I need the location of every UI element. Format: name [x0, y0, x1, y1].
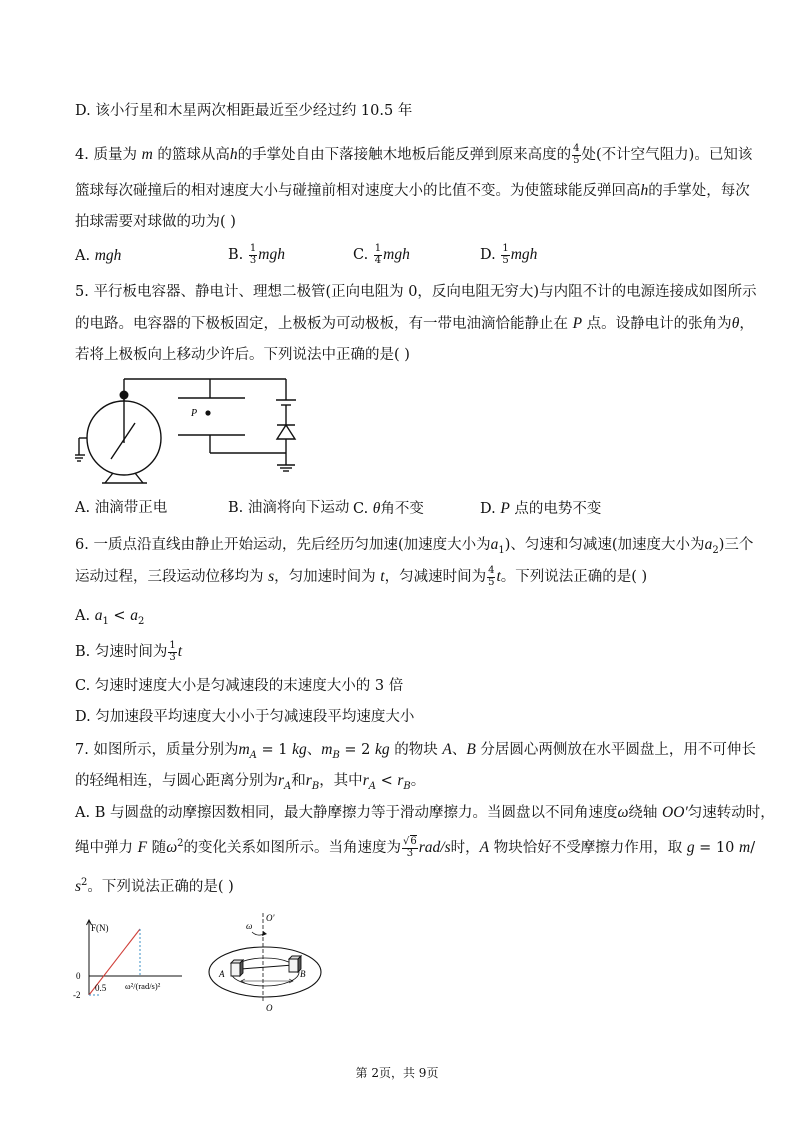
q4-option-a: A. mgh: [75, 247, 122, 264]
oil-drop: [205, 410, 210, 415]
point-p-label: P: [191, 408, 198, 419]
q6-line1: 6. 一质点沿直线由静止开始运动，先后经历匀加速(加速度大小为$a_1$)、匀速和匀减速(加速度大小为$a_2$)三个: [75, 536, 754, 556]
q6-option-d: D. 匀加速段平均速度大小小于匀减速段平均速度大小: [75, 709, 415, 725]
q7-line5: $s^2$。下列说法正确的是( ): [75, 877, 234, 895]
q5-line2: 的电路。电容器的下极板固定，上极板为可动极板，有一带电油滴恰能静止在 P 点。设静电计的张角为θ，: [75, 315, 754, 332]
q6-option-b: B. 匀速时间为 $\frac{1}{3}$ t: [75, 640, 183, 663]
q4-line3: 拍球需要对球做的功为( ): [75, 214, 236, 230]
q6-option-a: A. $a_1 < a_2$: [75, 607, 145, 627]
q4-option-d: D. $\frac{1}{5}$ mgh: [480, 243, 538, 266]
q4-option-c: C. $\frac{1}{4}$ mgh: [353, 243, 410, 266]
rope: [241, 965, 293, 969]
origin-label: 0: [76, 971, 81, 981]
omega-label: ω: [246, 921, 253, 931]
q5-option-d: D. P 点的电势不变: [480, 500, 602, 517]
o-prime-label: O': [266, 913, 275, 923]
force-omega-squared-graph: [72, 915, 187, 1005]
q3-option-d: D. 该小行星和木星两次相距最近至少经过约 10.5 年: [75, 103, 413, 119]
page-footer: 第 2页，共 9页: [355, 1066, 439, 1080]
electrometer-needle: [111, 423, 135, 459]
block-a: [231, 960, 243, 976]
neg2-label: -2: [73, 990, 81, 1000]
q5-option-c: C. θ角不变: [353, 500, 424, 517]
q5-option-b: B. 油滴将向下运动: [228, 500, 350, 516]
q5-line1: 5. 平行板电容器、静电计、理想二极管(正向电阻为 0，反向电阻无穷大)与内阻不计的电源连接成如图所示: [75, 284, 757, 300]
q5-line3: 若将上极板向上移动少许后。下列说法中正确的是( ): [75, 347, 410, 363]
q7-line1: 7. 如图所示，质量分别为$m_A = 1$ kg、$m_B = 2$ kg 的物块 A、B 分居圆心两侧放在水平圆盘上，用不可伸长: [75, 741, 756, 761]
rotating-disk-diagram: [205, 905, 335, 1015]
o-label: O: [266, 1003, 273, 1013]
q4-line2: 篮球每次碰撞后的相对速度大小与碰撞前相对速度大小的比值不变。为使篮球能反弹回高h的手掌处，每次: [75, 182, 750, 199]
x-axis-label: ω²/(rad/s)²: [125, 981, 161, 991]
y-axis-label: F(N): [91, 923, 109, 933]
circuit-diagram: [75, 373, 305, 488]
q6-option-c: C. 匀速时速度大小是匀减速段的末速度大小的 3 倍: [75, 678, 404, 694]
a-label: A: [219, 969, 225, 979]
b-label: B: [300, 969, 306, 979]
q4-line1: 4. 质量为 m 的篮球从高h的手掌处自由下落接触木地板后能反弹到原来高度的 $\frac{4}{5}$ 处(不计空气阻力)。已知该: [75, 143, 753, 166]
diode: [277, 425, 295, 439]
q7-line2: 的轻绳相连，与圆心距离分别为$r_A$和$r_B$，其中$r_A < r_B$。: [75, 772, 426, 792]
q7-line3: A. B 与圆盘的动摩擦因数相同，最大静摩擦力等于滑动摩擦力。当圆盘以不同角速度ω绕轴 OO′匀速转动时，: [75, 804, 775, 821]
q7-line4: 绳中弹力 F 随$\omega^2$的变化关系如图所示。当角速度为 $\frac{√6}{3}$ rad/s时，A 物块恰好不受摩擦力作用，取 g = 10 m/: [75, 836, 756, 859]
omega-arrow: [252, 932, 264, 935]
q4-option-b: B. $\frac{1}{3}$ mgh: [228, 243, 285, 266]
q6-line2: 运动过程，三段运动位移均为 s，匀加速时间为 t，匀减速时间为 $\frac{4}{5}$ t。下列说法正确的是( ): [75, 565, 648, 588]
q5-option-a: A. 油滴带正电: [75, 500, 168, 516]
x05-label: 0.5: [95, 983, 107, 993]
